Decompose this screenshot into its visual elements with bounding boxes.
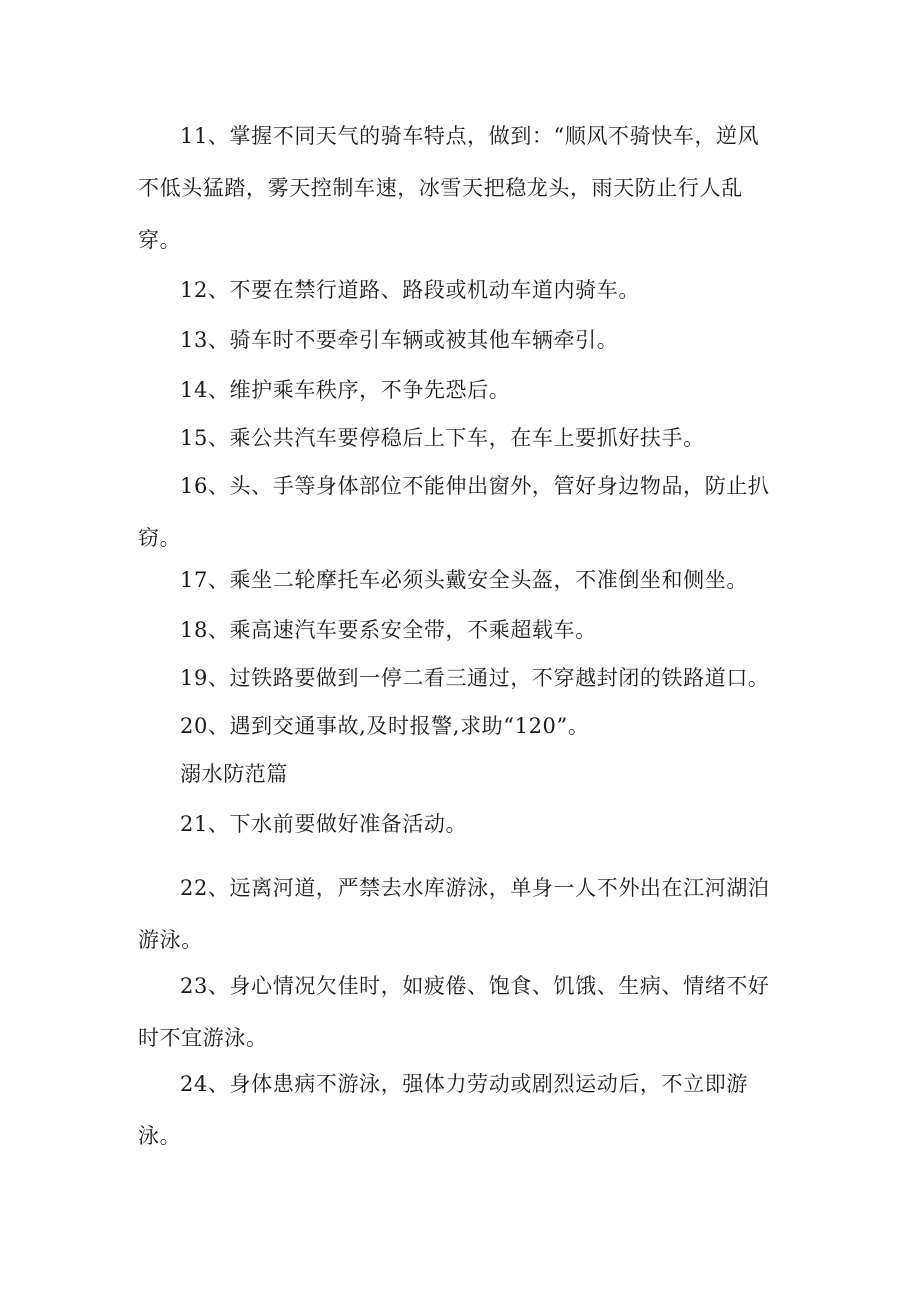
paragraph-text: 17、乘坐二轮摩托车必须头戴安全头盔，不准倒坐和侧坐。 [180,568,748,592]
section-heading-text: 溺水防范篇 [180,762,288,786]
paragraph-item-21 [138,798,778,850]
paragraph-item-18 [138,604,778,656]
paragraph-item-11 [138,110,778,266]
paragraph-item-17 [138,554,778,606]
paragraph-item-22 [138,862,778,966]
paragraph-text: 21、下水前要做好准备活动。 [180,812,468,836]
paragraph-item-16 [138,460,778,564]
paragraph-text: 11、掌握不同天气的骑车特点，做到：“顺风不骑快车，逆风不低头猛踏，雾天控制车速，冰雪天把稳龙头，雨天防止行人乱穿。 [138,124,760,252]
paragraph-text: 12、不要在禁行道路、路段或机动车道内骑车。 [180,278,640,302]
paragraph-text: 16、头、手等身体部位不能伸出窗外，管好身边物品，防止扒窃。 [138,474,770,550]
paragraph-item-19 [138,652,778,704]
paragraph-item-20 [138,700,778,752]
paragraph-text: 13、骑车时不要牵引车辆或被其他车辆牵引。 [180,328,619,352]
paragraph-item-24 [138,1058,778,1162]
paragraph-text: 15、乘公共汽车要停稳后上下车，在车上要抓好扶手。 [180,426,705,450]
paragraph-text: 23、身心情况欠佳时，如疲倦、饱食、饥饿、生病、情绪不好时不宜游泳。 [138,974,770,1050]
paragraph-item-15 [138,412,778,464]
paragraph-item-12 [138,264,778,316]
paragraph-text: 20、遇到交通事故,及时报警,求助“120”。 [180,714,590,738]
paragraph-text: 19、过铁路要做到一停二看三通过，不穿越封闭的铁路道口。 [180,666,770,690]
paragraph-item-13 [138,314,778,366]
paragraph-item-23 [138,960,778,1064]
paragraph-text: 18、乘高速汽车要系安全带，不乘超载车。 [180,618,597,642]
paragraph-text: 24、身体患病不游泳，强体力劳动或剧烈运动后，不立即游泳。 [138,1072,748,1148]
section-heading [138,748,778,800]
paragraph-text: 14、维护乘车秩序，不争先恐后。 [180,378,511,402]
paragraph-item-14 [138,364,778,416]
paragraph-text: 22、远离河道，严禁去水库游泳，单身一人不外出在江河湖泊游泳。 [138,876,770,952]
